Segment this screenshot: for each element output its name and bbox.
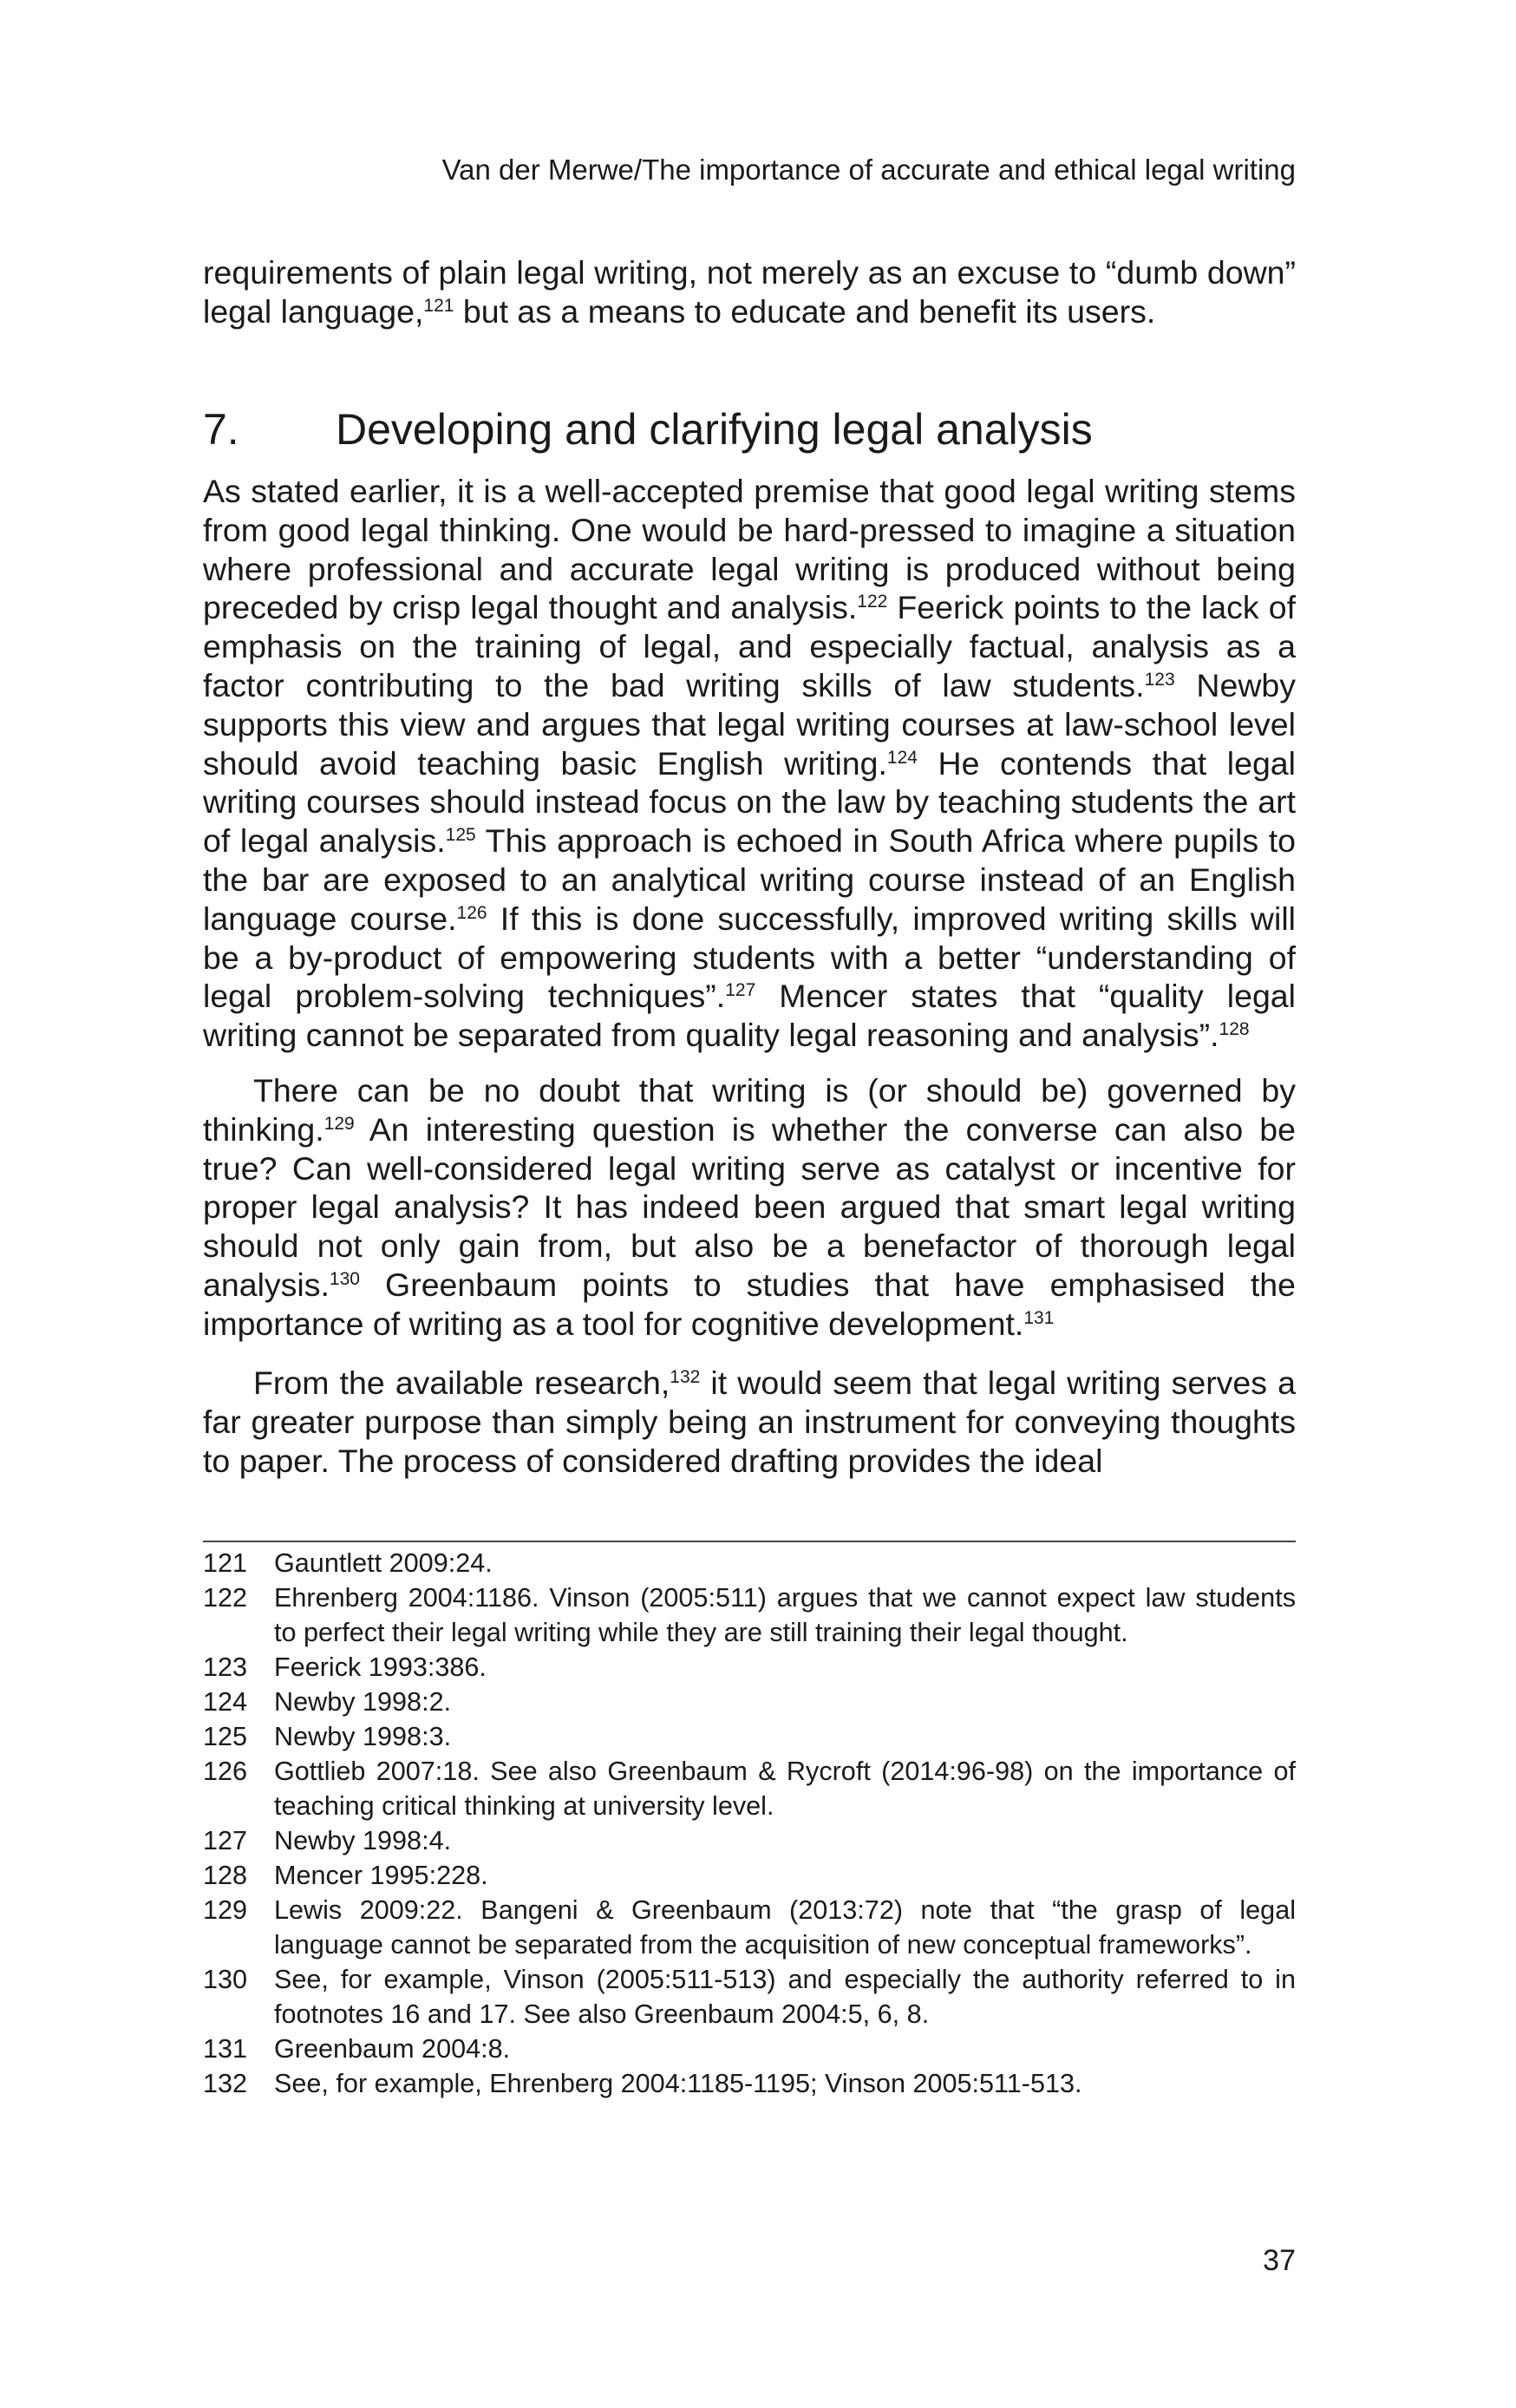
footnote-ref-132[interactable]: 132 — [670, 1367, 701, 1387]
footnote-text: See, for example, Ehrenberg 2004:1185-1195; Vinson 2005:511-513. — [274, 2069, 1082, 2098]
footnote-ref-130[interactable]: 130 — [329, 1268, 360, 1289]
footnote-ref-127[interactable]: 127 — [725, 980, 756, 1001]
paragraph-text: An interesting question is whether the converse can also be true? Can well-considered legal writing serve as catalyst or incentive for proper legal analysis? It has indeed been argued that smart legal writing should not only gain from, but also be a benefactor of thorough legal analysis. — [203, 1110, 1296, 1303]
paragraph-text: If this is done successfully, improved writing skills will be a by-product of empowering students with a better “understanding of legal problem-solving techniques”. — [203, 900, 1296, 1015]
footnote-text: Greenbaum 2004:8. — [274, 2034, 511, 2064]
footnote-text: Mencer 1995:228. — [274, 1861, 488, 1890]
footnote-item — [203, 1580, 1296, 1650]
paragraph-2 — [203, 472, 1296, 1055]
footnote-text: Ehrenberg 2004:1186. Vinson (2005:511) argues that we cannot expect law students to perfect their legal writing while they are still training their legal thought. — [274, 1583, 1296, 1647]
footnote-item — [203, 1962, 1296, 2032]
footnote-ref-129[interactable]: 129 — [323, 1113, 355, 1134]
footnote-item — [203, 1754, 1296, 1823]
footnote-text: See, for example, Vinson (2005:511-513) and especially the authority referred to in footnotes 16 and 17. See also Greenbaum 2004:5, 6, 8. — [274, 1965, 1296, 2029]
footnote-text: Gottlieb 2007:18. See also Greenbaum & Rycroft (2014:96-98) on the importance of teaching critical thinking at university level. — [274, 1757, 1296, 1821]
page-number: 37 — [1263, 2244, 1296, 2277]
paragraph-4 — [203, 1364, 1296, 1480]
footnote-item — [203, 2032, 1296, 2066]
footnote-number: 125 — [203, 1722, 248, 1751]
footnote-ref-125[interactable]: 125 — [445, 825, 476, 846]
footnote-number: 122 — [203, 1583, 248, 1613]
section-number: 7. — [203, 405, 239, 454]
paragraph-text: but as a means to educate and benefit its users. — [454, 292, 1156, 330]
footnote-item — [203, 1823, 1296, 1858]
footnote-text: Gauntlett 2009:24. — [274, 1548, 493, 1578]
footnote-ref-131[interactable]: 131 — [1023, 1307, 1055, 1328]
footnote-text: Newby 1998:4. — [274, 1826, 452, 1855]
running-header: Van der Merwe/The importance of accurate and ethical legal writing — [441, 154, 1296, 186]
footnote-text: Feerick 1993:386. — [274, 1652, 487, 1682]
footnote-number: 127 — [203, 1826, 248, 1855]
footnote-item — [203, 2066, 1296, 2101]
footnote-number: 129 — [203, 1895, 248, 1925]
footnote-ref-121[interactable]: 121 — [423, 295, 454, 316]
footnote-item — [203, 1719, 1296, 1754]
footnote-text: Newby 1998:2. — [274, 1687, 452, 1717]
footnote-number: 132 — [203, 2069, 248, 2098]
document-page — [203, 0, 1296, 2408]
paragraph-text: As stated earlier, it is a well-accepted premise that good legal writing stems from good legal thinking. One would be hard-pressed to imagine a situation where professional and accurate legal writing is produced without being preceded by crisp legal thought and analysis. — [203, 473, 1296, 626]
footnote-ref-122[interactable]: 122 — [857, 592, 888, 612]
footnote-number: 131 — [203, 2034, 248, 2064]
footnote-ref-123[interactable]: 123 — [1144, 669, 1175, 690]
footnote-text: Lewis 2009:22. Bangeni & Greenbaum (2013:72) note that “the grasp of legal language cannot be separated from the acquisition of new conceptual frameworks”. — [274, 1895, 1296, 1960]
paragraph-text: There can be no doubt that writing is (or should be) governed by thinking. — [203, 1072, 1296, 1148]
footnote-number: 130 — [203, 1965, 248, 1994]
section-heading — [203, 403, 1296, 455]
footnote-number: 124 — [203, 1687, 248, 1717]
footnote-text: Newby 1998:3. — [274, 1722, 452, 1751]
paragraph-1 — [203, 253, 1296, 331]
footnote-item — [203, 1858, 1296, 1893]
footnote-item — [203, 1650, 1296, 1685]
paragraph-text: This approach is echoed in South Africa where pupils to the bar are exposed to an analytical writing course instead of an English language course. — [203, 822, 1296, 937]
paragraph-text: From the available research, — [253, 1364, 670, 1401]
paragraph-3 — [203, 1071, 1296, 1344]
paragraph-text: Mencer states that “quality legal writing cannot be separated from quality legal reasoning and analysis”. — [203, 978, 1296, 1054]
paragraph-text: Newby supports this view and argues that legal writing courses at law-school level should avoid teaching basic English writing. — [203, 666, 1297, 782]
paragraph-text: He contends that legal writing courses should instead focus on the law by teaching students the art of legal analysis. — [203, 744, 1296, 860]
section-title: Developing and clarifying legal analysis — [336, 405, 1093, 454]
footnote-number: 123 — [203, 1652, 248, 1682]
footnote-number: 121 — [203, 1548, 248, 1578]
paragraph-text: Feerick points to the lack of emphasis on the training of legal, and especially factual, analysis as a factor contributing to the bad writing skills of law students. — [203, 589, 1296, 703]
footnote-divider — [203, 1541, 1296, 1542]
paragraph-text: requirements of plain legal writing, not merely as an excuse to “dumb down” legal language, — [203, 254, 1296, 330]
footnote-ref-124[interactable]: 124 — [886, 747, 918, 768]
footnote-item — [203, 1893, 1296, 1962]
footnote-ref-128[interactable]: 128 — [1219, 1019, 1250, 1040]
footnote-item — [203, 1546, 1296, 1580]
footnote-ref-126[interactable]: 126 — [456, 902, 487, 923]
footnote-list — [203, 1546, 1296, 2101]
footnote-number: 128 — [203, 1861, 248, 1890]
footnote-item — [203, 1685, 1296, 1719]
paragraph-text: it would seem that legal writing serves a far greater purpose than simply being an instrument for conveying thoughts to paper. The process of considered drafting provides the ideal — [203, 1364, 1296, 1479]
paragraph-text: Greenbaum points to studies that have emphasised the importance of writing as a tool for cognitive development. — [203, 1266, 1296, 1342]
footnote-number: 126 — [203, 1757, 248, 1786]
